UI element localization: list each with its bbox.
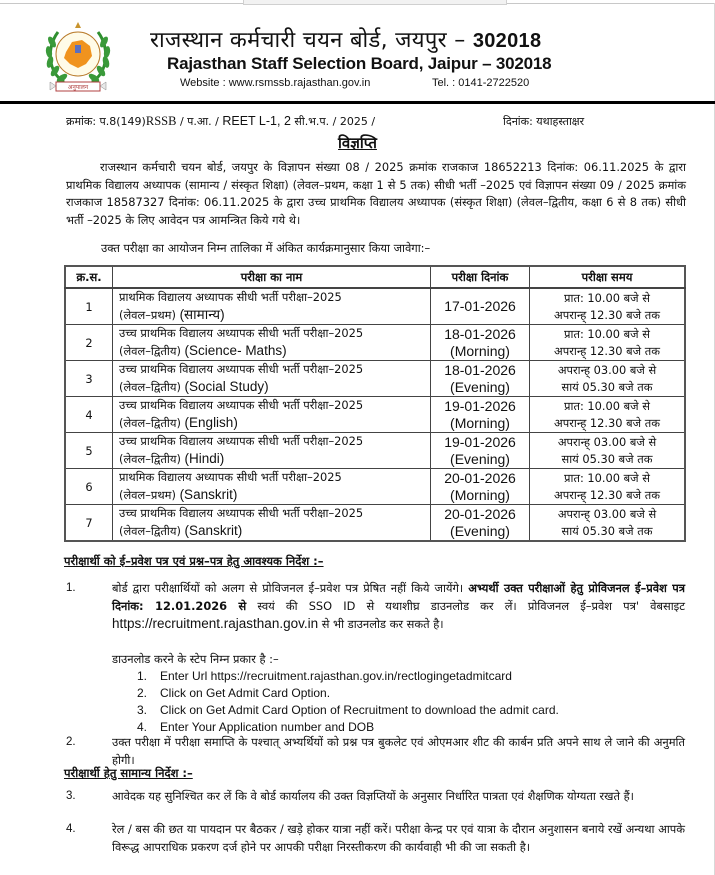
rssb-logo-emblem: [42, 18, 114, 94]
table-row: [65, 288, 685, 325]
cell-exam-name: [113, 361, 431, 397]
cell-exam-date: [431, 397, 530, 433]
instruction-item-2: उक्त परीक्षा में परीक्षा समाप्ति के पश्चात् अभ्यर्थियों को प्रश्न पत्र बुकलेट एवं ओएमआर शीट की कार्बन प्रति अपने साथ ले जाने की अनुमति होगी।: [112, 735, 685, 767]
cell-exam-time: [530, 469, 686, 505]
exam-name-line2: [119, 414, 424, 432]
exam-time-end: अपरान्ह् 12.30 बजे तक: [554, 307, 660, 322]
cell-exam-time: [530, 397, 686, 433]
cell-exam-name: [113, 325, 431, 361]
cell-exam-date: [431, 469, 530, 505]
download-steps-list: [137, 668, 559, 736]
exam-subject: (Science- Maths): [184, 343, 287, 358]
website-text: Website : www.rsmssb.rajasthan.gov.in: [180, 77, 371, 89]
org-name-hindi: [150, 24, 541, 54]
exam-time-end: अपरान्ह् 12.30 बजे तक: [554, 487, 660, 502]
step-text: Click on Get Admit Card Option of Recruitment to download the admit card.: [160, 703, 559, 717]
cell-serial: 2: [65, 325, 113, 361]
exam-name-line2: [119, 450, 424, 468]
exam-name-line1: उच्च प्राथमिक विद्यालय अध्यापक सीधी भर्ती परीक्षा–2025: [119, 326, 364, 340]
exam-date: 19-01-2026: [444, 397, 516, 414]
cell-exam-time: [530, 288, 686, 325]
exam-date: 17-01-2026: [444, 298, 516, 314]
exam-subject: (Social Study): [184, 379, 269, 394]
exam-date: 18-01-2026: [444, 361, 516, 378]
exam-shift: (Morning): [450, 342, 510, 359]
instruction-item-4: रेल / बस की छत या पायदान पर बैठकर / खड़े होकर यात्रा नहीं करें। परीक्षा केन्द्र पर एवं यात्रा के दौरान अनुशासन बनाये रखें अन्यथा आपके विरूद्ध आपराधिक प्रकरण दर्ज होने पर आपकी परीक्षा निरस्तीकरण की कार्यवाही भी की जा सकती है।: [112, 822, 685, 854]
admit-card-instructions-heading: परीक्षार्थी को ई–प्रवेश पत्र एवं प्रश्न–पत्र हेतु आवश्यक निर्देश :–: [64, 554, 324, 568]
step-text: Click on Get Admit Card Option.: [160, 686, 331, 700]
recruitment-url-link[interactable]: https://recruitment.rajasthan.gov.in: [112, 616, 319, 631]
exam-level: (लेवल–द्वितीय): [119, 416, 181, 430]
reference-date: दिनांक: यथाहस्ताक्षर: [503, 115, 585, 128]
exam-time-end: सायं 05.30 बजे तक: [561, 451, 653, 466]
exam-date: 20-01-2026: [444, 469, 516, 486]
exam-level: (लेवल–प्रथम): [119, 308, 176, 322]
exam-time-end: सायं 05.30 बजे तक: [561, 379, 653, 394]
header-exam-name: परीक्षा का नाम: [113, 266, 431, 288]
exam-level: (लेवल–द्वितीय): [119, 452, 181, 466]
exam-name-line1: उच्च प्राथमिक विद्यालय अध्यापक सीधी भर्ती परीक्षा–2025: [119, 434, 364, 448]
notice-title: [0, 133, 715, 153]
exam-shift: (Evening): [450, 522, 510, 539]
exam-level: (लेवल–द्वितीय): [119, 524, 181, 538]
ref-part-c: सी.भ.प. / 2025 /: [290, 115, 376, 128]
exam-date: 18-01-2026: [444, 325, 516, 342]
exam-name-line1: प्राथमिक विद्यालय अध्यापक सीधी भर्ती परीक्षा–2025: [119, 470, 342, 484]
item-number: 2.: [66, 736, 76, 748]
header-serial: क्र.स.: [65, 266, 113, 288]
cell-exam-time: [530, 505, 686, 542]
cell-exam-name: [113, 288, 431, 325]
exam-subject: (सामान्य): [179, 307, 225, 322]
step-number: 3.: [137, 703, 148, 717]
download-step: [137, 685, 559, 702]
exam-subject: (Sanskrit): [179, 487, 238, 502]
item1-text-a: बोर्ड द्वारा परीक्षार्थियों को अलग से प्रोविजनल ई–प्रवेश पत्र प्रेषित नहीं किये जायेंगे।: [112, 581, 464, 595]
download-step: [137, 668, 559, 685]
item-number: 3.: [66, 790, 76, 802]
cell-exam-date: [431, 505, 530, 542]
general-instructions-heading: परीक्षार्थी हेतु सामान्य निर्देश :–: [64, 766, 193, 780]
exam-level: (लेवल–प्रथम): [119, 488, 176, 502]
exam-name-line2: [119, 306, 424, 324]
exam-shift: (Evening): [450, 450, 510, 467]
cell-exam-date: [431, 433, 530, 469]
exam-date: 19-01-2026: [444, 433, 516, 450]
exam-name-line1: उच्च प्राथमिक विद्यालय अध्यापक सीधी भर्ती परीक्षा–2025: [119, 398, 364, 412]
exam-name-line2: [119, 486, 424, 504]
exam-name-line2: [119, 342, 424, 360]
item1-text-b: स्वयं की SSO ID से यथाशीघ्र डाउनलोड कर लें। प्रोविजनल ई–प्रवेश पत्र' वेबसाइट: [257, 598, 685, 613]
exam-subject: (Sanskrit): [184, 523, 243, 538]
item1-text-c: से भी डाउनलोड कर सकते है।: [321, 617, 444, 631]
download-steps-lead: डाउनलोड करने के स्टेप निम्न प्रकार है :–: [112, 652, 279, 666]
exam-time-end: अपरान्ह् 12.30 बजे तक: [554, 343, 660, 358]
ref-code: RSSB: [145, 114, 177, 128]
exam-subject: (Hindi): [184, 451, 225, 466]
cell-exam-date: [431, 325, 530, 361]
exam-time-start: प्रात: 10.00 बजे से: [564, 290, 650, 305]
notice-title-text: विज्ञप्ति: [338, 134, 377, 152]
cell-serial: 3: [65, 361, 113, 397]
exam-name-line2: [119, 378, 424, 396]
exam-time-start: अपरान्ह् 03.00 बजे से: [557, 506, 657, 521]
exam-level: (लेवल–द्वितीय): [119, 344, 181, 358]
table-header-row: [65, 266, 685, 288]
cell-serial: 4: [65, 397, 113, 433]
step-number: 1.: [137, 669, 148, 683]
exam-name-line1: उच्च प्राथमिक विद्यालय अध्यापक सीधी भर्ती परीक्षा–2025: [119, 362, 364, 376]
table-row: [65, 469, 685, 505]
exam-name-line2: [119, 522, 424, 540]
exam-date: 20-01-2026: [444, 505, 516, 522]
header-exam-time: परीक्षा समय: [530, 266, 686, 288]
viewer-tab-stub: [243, 0, 507, 5]
exam-shift: (Evening): [450, 378, 510, 395]
cell-serial: 7: [65, 505, 113, 542]
intro-paragraph: राजस्थान कर्मचारी चयन बोर्ड, जयपुर के विज्ञापन संख्या 08 / 2025 क्रमांक राजकाज 18652213 दिनांक: 06.11.2025 के द्वारा प्राथमिक विद्यालय अध्यापक (सामान्य / संस्कृत शिक्षा) (लेवल–प्रथम, कक्षा 1 से 5 तक) सीधी भर्ती –2025 एवं विज्ञापन संख्या 09 / 2025 क्रमांक राजकाज 18587327 दिनांक: 06.11.2025 के द्वारा उच्च प्राथमिक विद्यालय अध्यापक (संस्कृत शिक्षा) (लेवल–द्वितीय, कक्षा 6 से 8 तक) सीधी भर्ती –2025 के लिए आवेदन पत्र आमन्त्रित किये गये थे।: [66, 160, 686, 227]
exam-level: (लेवल–द्वितीय): [119, 380, 181, 394]
exam-time-start: प्रात: 10.00 बजे से: [564, 326, 650, 341]
ref-part-b: REET L-1, 2: [222, 114, 291, 128]
reference-number: [66, 114, 375, 129]
cell-exam-time: [530, 325, 686, 361]
exam-time-end: सायं 05.30 बजे तक: [561, 523, 653, 538]
cell-exam-time: [530, 361, 686, 397]
table-row: [65, 505, 685, 542]
item1-text-bold: अभ्यर्थी उक्त परीक्षाओं हेतु प्रोविजनल ई–प्रवेश पत्र दिनांक: 12.01.2026 से: [112, 581, 686, 613]
ref-part-a: / प.आ. /: [176, 115, 223, 128]
instruction-item-1: [112, 580, 685, 634]
download-step: [137, 702, 559, 719]
table-intro: उक्त परीक्षा का आयोजन निम्न तालिका में अंकित कार्यक्रमानुसार किया जावेगा:–: [101, 241, 431, 255]
exam-time-start: प्रात: 10.00 बजे से: [564, 398, 650, 413]
exam-shift: (Morning): [450, 486, 510, 503]
exam-time-start: अपरान्ह् 03.00 बजे से: [557, 434, 657, 449]
cell-serial: 1: [65, 288, 113, 325]
cell-serial: 6: [65, 469, 113, 505]
step-text: Enter Your Application number and DOB: [160, 720, 375, 734]
cell-exam-name: [113, 397, 431, 433]
org-pin: 302018: [472, 30, 542, 52]
cell-exam-date: [431, 361, 530, 397]
exam-subject: (English): [184, 415, 238, 430]
org-name-english: Rajasthan Staff Selection Board, Jaipur – 302018: [167, 54, 552, 73]
exam-name-line1: प्राथमिक विद्यालय अध्यापक सीधी भर्ती परीक्षा–2025: [119, 290, 342, 304]
table-row: [65, 325, 685, 361]
step-number: 4.: [137, 720, 148, 734]
header-exam-date: परीक्षा दिनांक: [431, 266, 530, 288]
telephone-text: Tel. : 0141-2722520: [432, 77, 530, 89]
ref-label: क्रमांक: प.8(149): [66, 115, 146, 128]
exam-time-end: अपरान्ह् 12.30 बजे तक: [554, 415, 660, 430]
item-number: 1.: [66, 582, 76, 594]
cell-exam-name: [113, 469, 431, 505]
exam-schedule-table: [64, 265, 686, 542]
step-number: 2.: [137, 686, 148, 700]
cell-exam-name: [113, 505, 431, 542]
table-row: [65, 433, 685, 469]
cell-serial: 5: [65, 433, 113, 469]
cell-exam-time: [530, 433, 686, 469]
step-text: Enter Url https://recruitment.rajasthan.gov.in/rectlogingetadmitcard: [160, 669, 512, 683]
exam-name-line1: उच्च प्राथमिक विद्यालय अध्यापक सीधी भर्ती परीक्षा–2025: [119, 506, 364, 520]
table-row: [65, 397, 685, 433]
exam-time-start: प्रात: 10.00 बजे से: [564, 470, 650, 485]
exam-shift: (Morning): [450, 414, 510, 431]
header-rule: [0, 101, 715, 104]
table-row: [65, 361, 685, 397]
org-name-hindi-text: राजस्थान कर्मचारी चयन बोर्ड, जयपुर –: [150, 28, 466, 53]
cell-exam-name: [113, 433, 431, 469]
cell-exam-date: [431, 288, 530, 325]
exam-time-start: अपरान्ह् 03.00 बजे से: [557, 362, 657, 377]
instruction-item-3: आवेदक यह सुनिश्चित कर लें कि वे बोर्ड कार्यालय की उक्त विज्ञप्तियों के अनुसार निर्धारित पात्रता एवं शैक्षणिक योग्यता रखते हैं।: [112, 789, 634, 803]
item-number: 4.: [66, 823, 76, 835]
logo-ribbon-text: अनुपालन: [67, 84, 89, 91]
